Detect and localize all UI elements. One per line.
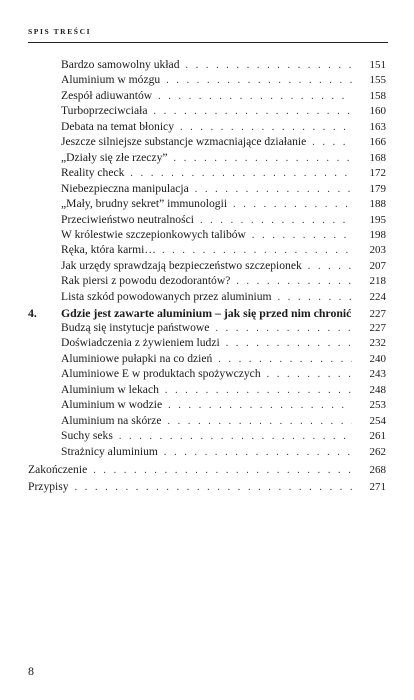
- dot-leader: [174, 152, 352, 165]
- toc-entry[interactable]: [61, 352, 386, 366]
- toc-entry-page-number: 243: [369, 368, 386, 381]
- toc-entry[interactable]: [61, 274, 386, 288]
- toc-entry-title: Suchy seks: [61, 429, 113, 443]
- toc-entry[interactable]: [61, 89, 386, 103]
- toc-entry-page-number: 188: [369, 198, 386, 211]
- toc-entry-page-number: 253: [369, 399, 386, 412]
- toc-entry-page-number: 227: [369, 322, 386, 334]
- toc-entry-title: Budzą się instytucje państwowe: [61, 321, 210, 334]
- toc-entry[interactable]: [61, 73, 386, 87]
- toc-entry-title: Zakończenie: [28, 463, 88, 476]
- toc-entry[interactable]: [61, 414, 386, 428]
- toc-entry[interactable]: [61, 182, 386, 196]
- dot-leader: [236, 275, 352, 288]
- dot-leader: [158, 90, 352, 103]
- header-rule: [28, 42, 388, 43]
- toc-entry-page-number: 195: [369, 213, 386, 226]
- toc-entry-page-number: 203: [369, 244, 386, 257]
- dot-leader: [226, 337, 352, 350]
- dot-leader: [130, 167, 352, 180]
- toc-entry[interactable]: [61, 383, 386, 397]
- toc-entry-title: Aluminium na skórze: [61, 413, 162, 427]
- toc-entry[interactable]: [61, 429, 386, 443]
- toc-entry[interactable]: [61, 290, 386, 304]
- toc-entry-page-number: 261: [369, 430, 386, 443]
- toc-entry-title: Debata na temat błonicy: [61, 119, 174, 133]
- toc-entry-title: „Działy się złe rzeczy”: [61, 150, 168, 164]
- chapter-heading[interactable]: [28, 306, 386, 321]
- dot-leader: [200, 214, 352, 227]
- toc-entry-page-number: 218: [369, 275, 386, 288]
- toc-entry-title: Bardzo samowolny układ: [61, 58, 180, 71]
- toc-entry[interactable]: [61, 135, 386, 149]
- toc-entry-title: Strażnicy aluminium: [61, 444, 158, 458]
- toc-entry-page-number: 248: [369, 383, 386, 396]
- toc-entry-title: W królestwie szczepionkowych talibów: [61, 227, 246, 241]
- dot-leader: [195, 183, 352, 196]
- toc-entry-title: Zespół adiuwantów: [61, 88, 153, 102]
- toc-entry-page-number: 240: [369, 352, 386, 365]
- toc-entry-page-number: 168: [369, 151, 386, 164]
- toc-entry-page-number: 271: [369, 481, 386, 493]
- toc-entry-title: Przypisy: [28, 480, 69, 493]
- dot-leader: [93, 464, 352, 477]
- dot-leader: [215, 322, 352, 335]
- toc-entry-title: Niebezpieczna manipulacja: [61, 181, 189, 195]
- toc-entry-page-number: 179: [369, 182, 386, 195]
- toc-entry-page-number: 166: [369, 136, 386, 149]
- chapter-page-number: 227: [369, 308, 386, 320]
- toc-entry[interactable]: [61, 166, 386, 180]
- toc-entry-title: Lista szkód powodowanych przez aluminium: [61, 289, 272, 303]
- toc-entry-page-number: 158: [369, 89, 386, 102]
- chapter-title: Gdzie jest zawarte aluminium – jak się przed nim chronić: [61, 306, 352, 320]
- dot-leader: [267, 368, 352, 381]
- toc-entry-title: Jak urzędy sprawdzają bezpieczeństwo szczepionek: [61, 258, 302, 272]
- toc-entry-page-number: 254: [369, 414, 386, 427]
- toc-entry-title: Aluminium w wodzie: [61, 398, 163, 412]
- toc-entry[interactable]: [61, 336, 386, 350]
- toc-entry-page-number: 262: [369, 445, 386, 458]
- toc-entry-page-number: 198: [369, 228, 386, 241]
- toc-entry-title: Przeciwieństwo neutralności: [61, 212, 194, 226]
- dot-leader: [75, 481, 352, 494]
- toc-entry-title: Jeszcze silniejsze substancje wzmacniające działanie: [61, 135, 307, 149]
- toc-entry-page-number: 232: [369, 337, 386, 350]
- dot-leader: [167, 415, 352, 428]
- toc-entry-title: Turboprzeciwciała: [61, 104, 148, 118]
- toc-entry[interactable]: [61, 259, 386, 273]
- dot-leader: [154, 105, 353, 118]
- dot-leader: [180, 121, 352, 134]
- dot-leader: [119, 430, 352, 443]
- toc-entry-title: Rak piersi z powodu dezodorantów?: [61, 274, 231, 288]
- page-number: 8: [28, 664, 34, 678]
- dot-leader: [252, 229, 352, 242]
- toc-entry[interactable]: [61, 228, 386, 242]
- toc-entry-page-number: 155: [369, 74, 386, 87]
- toc-entry-page-number: 163: [369, 120, 386, 133]
- chapter-number: 4.: [28, 306, 37, 320]
- toc-entry[interactable]: [61, 243, 386, 257]
- toc-entry[interactable]: [61, 398, 386, 412]
- toc-entry-page-number: 224: [369, 290, 386, 303]
- toc-entry[interactable]: [61, 367, 386, 381]
- toc-entry-page-number: 151: [369, 59, 386, 71]
- toc-entry[interactable]: [61, 120, 386, 134]
- dot-leader: [164, 446, 352, 459]
- dot-leader: [233, 198, 352, 211]
- toc-entry-title: Aluminium w lekach: [61, 382, 159, 396]
- dot-leader: [278, 291, 352, 304]
- toc-entry-title: Ręka, która karmi…: [61, 243, 156, 257]
- toc-entry[interactable]: [61, 151, 386, 165]
- toc-entry[interactable]: [28, 463, 386, 477]
- toc-entry-page-number: 207: [369, 259, 386, 272]
- dot-leader: [186, 59, 353, 72]
- dot-leader: [165, 384, 352, 397]
- toc-entry-page-number: 172: [369, 167, 386, 180]
- dot-leader: [162, 244, 352, 257]
- dot-leader: [166, 74, 352, 87]
- toc-entry-title: Aluminiowe E w produktach spożywczych: [61, 367, 261, 381]
- toc-entry[interactable]: [61, 58, 386, 72]
- toc-entry[interactable]: [28, 480, 386, 494]
- toc-entry[interactable]: [61, 104, 386, 118]
- dot-leader: [218, 353, 352, 366]
- toc-entry-title: Aluminium w mózgu: [61, 73, 161, 87]
- toc-entry-page-number: 160: [369, 105, 386, 118]
- running-head: SPIS TREŚCI: [28, 27, 92, 36]
- toc-entry-title: Reality check: [61, 166, 125, 180]
- toc-entry-page-number: 268: [369, 464, 386, 476]
- toc-entry[interactable]: [61, 321, 386, 335]
- toc-entry-title: „Mały, brudny sekret” immunologii: [61, 197, 228, 211]
- toc-entry[interactable]: [61, 197, 386, 211]
- dot-leader: [308, 260, 352, 273]
- toc-entry[interactable]: [61, 213, 386, 227]
- toc-entry-title: Doświadczenia z żywieniem ludzi: [61, 336, 220, 350]
- toc-entry[interactable]: [61, 445, 386, 459]
- dot-leader: [168, 399, 352, 412]
- dot-leader: [312, 136, 352, 149]
- toc-entry-title: Aluminiowe pułapki na co dzień: [61, 351, 213, 365]
